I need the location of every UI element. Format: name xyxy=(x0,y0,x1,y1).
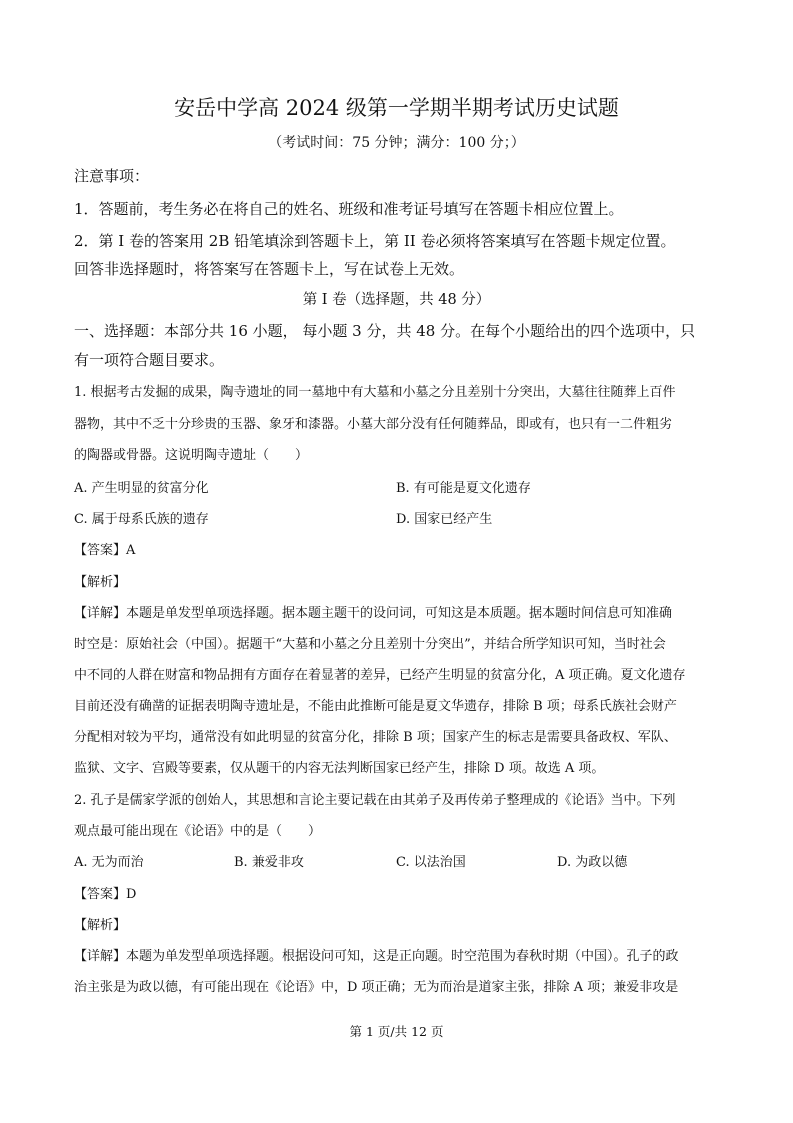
page-number: 第 1 页/共 12 页 xyxy=(349,1024,444,1039)
q2-option-c: C. 以法治国 xyxy=(396,855,466,870)
q1-analysis-label: 【解析】 xyxy=(74,575,127,590)
q2-stem-line-1: 2. 孔子是儒家学派的创始人，其思想和言论主要记载在由其弟子及再传弟子整理成的《论语》当中。下列 xyxy=(74,793,676,808)
q2-option-a: A. 无为而治 xyxy=(74,855,144,870)
q1-stem-line-3: 的陶器或骨器。这说明陶寺遗址（ ） xyxy=(74,448,309,463)
q1-detail-line-2: 时空是：原始社会（中国）。据题干“大墓和小墓之分且差别十分突出”，并结合所学知识可知，当时社会 xyxy=(74,637,666,652)
page-title: 安岳中学高 2024 级第一学期半期考试历史试题 xyxy=(174,96,619,120)
q2-option-b: B. 兼爱非攻 xyxy=(234,855,304,870)
q2-detail-line-2: 治主张是为政以德，有可能出现在《论语》中，D 项正确；无为而治是道家主张，排除 A 项；兼爱非攻是 xyxy=(74,980,679,995)
q1-detail-line-4: 目前还没有确凿的证据表明陶寺遗址是，不能由此推断可能是夏文华遗存，排除 B 项；母系氏族社会财产 xyxy=(74,699,677,714)
q1-answer: 【答案】A xyxy=(74,543,136,558)
q1-option-a: A. 产生明显的贫富分化 xyxy=(74,481,209,496)
q1-detail-line-1: 【详解】本题是单发型单项选择题。据本题主题干的设问词，可知这是本质题。据本题时间信息可知准确 xyxy=(74,606,673,621)
q2-stem-line-2: 观点最可能出现在《论语》中的是（ ） xyxy=(74,824,322,839)
q1-stem-line-2: 器物，其中不乏十分珍贵的玉器、象牙和漆器。小墓大部分没有任何随葬品，即或有，也只有一二件粗劣 xyxy=(74,417,673,432)
q1-option-d: D. 国家已经产生 xyxy=(396,512,493,527)
notes-heading: 注意事项： xyxy=(74,167,150,185)
section-1-title: 第 I 卷（选择题，共 48 分） xyxy=(302,292,491,308)
q2-option-d: D. 为政以德 xyxy=(557,855,628,870)
q2-detail-line-1: 【详解】本题为单发型单项选择题。根据设问可知，这是正向题。时空范围为春秋时期（中国）。孔子的政 xyxy=(74,949,679,964)
section-1-intro-line-1: 一、选择题：本部分共 16 小题， 每小题 3 分，共 48 分。在每个小题给出的四个选项中，只 xyxy=(74,322,696,340)
notes-item-2-line-2: 回答非选择题时，将答案写在答题卡上，写在试卷上无效。 xyxy=(74,260,465,278)
q2-answer: 【答案】D xyxy=(74,887,137,902)
q1-detail-line-3: 中不同的人群在财富和物品拥有方面存在着显著的差异，已经产生明显的贫富分化，A 项正确。夏文化遗存 xyxy=(74,668,686,683)
section-1-intro-line-2: 有一项符合题目要求。 xyxy=(74,351,225,369)
notes-item-2-line-1: 2．第 I 卷的答案用 2B 铅笔填涂到答题卡上，第 II 卷必须将答案填写在答题卡规定位置。 xyxy=(74,232,676,250)
q1-detail-line-6: 监狱、文字、宫殿等要素，仅从题干的内容无法判断国家已经产生，排除 D 项。故选 A 项。 xyxy=(74,761,605,776)
exam-info: （考试时间：75 分钟；满分：100 分；） xyxy=(268,135,525,151)
q1-option-b: B. 有可能是夏文化遗存 xyxy=(396,481,531,496)
notes-item-1: 1．答题前，考生务必在将自己的姓名、班级和准考证号填写在答题卡相应位置上。 xyxy=(74,200,624,218)
q1-stem-line-1: 1. 根据考古发掘的成果，陶寺遗址的同一墓地中有大墓和小墓之分且差别十分突出，大墓往往随葬上百件 xyxy=(74,385,676,400)
q1-option-c: C. 属于母系氏族的遗存 xyxy=(74,512,209,527)
q1-detail-line-5: 分配相对较为平均，通常没有如此明显的贫富分化，排除 B 项；国家产生的标志是需要具备政权、军队、 xyxy=(74,730,677,745)
q2-analysis-label: 【解析】 xyxy=(74,918,127,933)
